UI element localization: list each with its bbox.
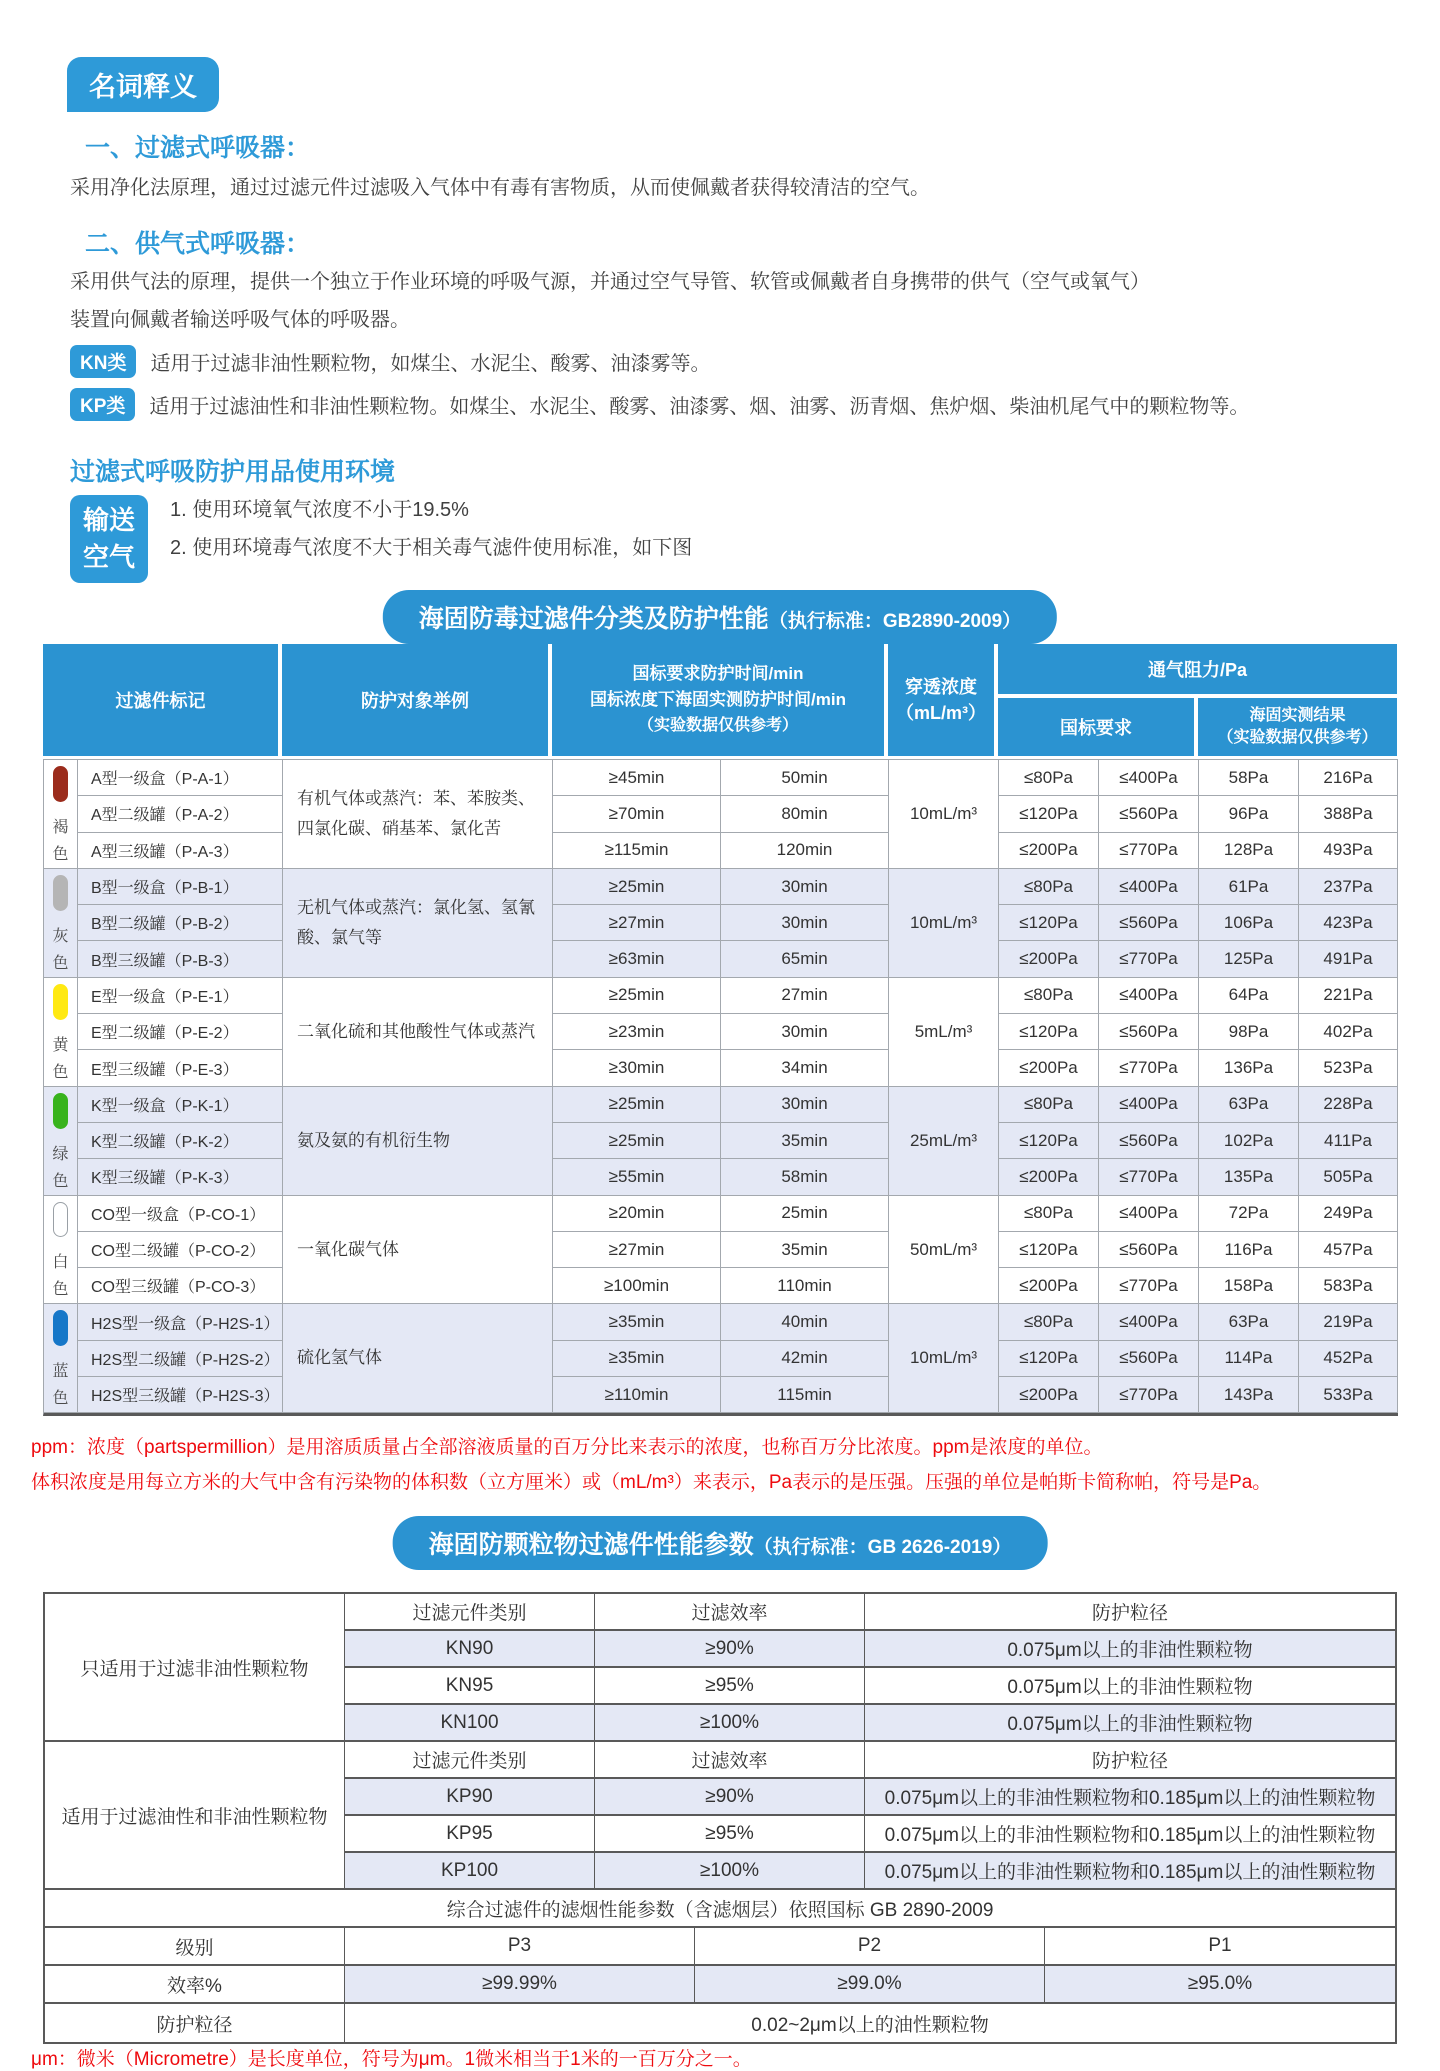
- air-supply-badge: [70, 495, 148, 583]
- measured-resistance-cell: 216Pa: [1299, 760, 1398, 796]
- measured-resistance-cell: 158Pa: [1199, 1268, 1299, 1304]
- protect-object-cell: 硫化氢气体: [283, 1304, 553, 1413]
- particle-filter-table-lower: [45, 1890, 1395, 2042]
- color-marker-cell: [44, 760, 78, 869]
- gb-resistance-cell: ≤120Pa: [999, 796, 1099, 832]
- color-capsule-icon: [53, 1093, 68, 1129]
- measured-resistance-cell: 128Pa: [1199, 833, 1299, 869]
- measured-resistance-cell: 237Pa: [1299, 869, 1398, 905]
- gb-resistance-cell: ≤770Pa: [1099, 1268, 1199, 1304]
- measured-resistance-cell: 583Pa: [1299, 1268, 1398, 1304]
- measured-time-cell: 120min: [721, 833, 889, 869]
- efficiency-label-cell: 效率%: [45, 1966, 345, 2004]
- efficiency-value-cell: ≥95.0%: [1045, 1966, 1395, 2004]
- measured-resistance-cell: 63Pa: [1199, 1087, 1299, 1123]
- gb-time-cell: ≥55min: [553, 1159, 721, 1195]
- measured-time-cell: 30min: [721, 1014, 889, 1050]
- environment-block: [70, 495, 692, 583]
- kn-class-desc: 适用于过滤非油性颗粒物，如煤尘、水泥尘、酸雾、油漆雾等。: [150, 353, 711, 375]
- gb-resistance-cell: ≤80Pa: [999, 978, 1099, 1014]
- environment-section-title: 过滤式呼吸防护用品使用环境: [70, 458, 396, 486]
- measured-resistance-cell: 457Pa: [1299, 1232, 1398, 1268]
- filter-mark-cell: A型三级罐（P-A-3）: [78, 833, 283, 869]
- efficiency-cell: ≥100%: [595, 1853, 865, 1890]
- gb-resistance-cell: ≤560Pa: [1099, 1123, 1199, 1159]
- table2-title-suffix: （执行标准：GB 2626-2019）: [753, 1537, 1012, 1558]
- particle-size-cell: 0.075μm以上的非油性颗粒物和0.185μm以上的油性颗粒物: [865, 1779, 1395, 1816]
- measured-resistance-cell: 136Pa: [1199, 1050, 1299, 1086]
- gb-resistance-cell: ≤200Pa: [999, 1268, 1099, 1304]
- filter-mark-cell: H2S型一级盒（P-H2S-1）: [78, 1304, 283, 1340]
- filter-mark-cell: CO型二级罐（P-CO-2）: [78, 1232, 283, 1268]
- protect-object-cell: 无机气体或蒸汽：氯化氢、氢氰酸、氯气等: [283, 869, 553, 978]
- color-name-char: 蓝: [52, 1363, 69, 1381]
- header-measured-line-1: 海固实测结果: [1249, 707, 1346, 724]
- section-2-body-line-1: 采用供气法的原理，提供一个独立于作业环境的呼吸气源，并通过空气导管、软管或佩戴者自身携带的供气（空气或氧气）: [70, 271, 1150, 293]
- gb-resistance-cell: ≤200Pa: [999, 1159, 1099, 1195]
- gb-time-cell: ≥45min: [553, 760, 721, 796]
- color-marker-cell: [44, 1087, 78, 1196]
- gb-resistance-cell: ≤770Pa: [1099, 941, 1199, 977]
- environment-item-1: 1. 使用环境氧气浓度不小于19.5%: [170, 499, 469, 521]
- measured-resistance-cell: 116Pa: [1199, 1232, 1299, 1268]
- measured-time-cell: 30min: [721, 1087, 889, 1123]
- measured-resistance-cell: 102Pa: [1199, 1123, 1299, 1159]
- measured-resistance-cell: 125Pa: [1199, 941, 1299, 977]
- table1-title-suffix: （执行标准：GB2890-2009）: [768, 611, 1022, 632]
- protect-object-cell: 二氧化硫和其他酸性气体或蒸汽: [283, 978, 553, 1087]
- color-name-char: 黄: [52, 1036, 69, 1054]
- measured-resistance-cell: 98Pa: [1199, 1014, 1299, 1050]
- color-capsule-icon: [53, 875, 68, 911]
- measured-resistance-cell: 72Pa: [1199, 1196, 1299, 1232]
- gb-resistance-cell: ≤770Pa: [1099, 1159, 1199, 1195]
- gb-resistance-cell: ≤400Pa: [1099, 1196, 1199, 1232]
- measured-resistance-cell: 61Pa: [1199, 869, 1299, 905]
- filter-type-cell: KP90: [345, 1779, 595, 1816]
- measured-time-cell: 30min: [721, 869, 889, 905]
- gb-time-cell: ≥25min: [553, 978, 721, 1014]
- penetration-concentration-cell: 50mL/m³: [889, 1196, 999, 1305]
- penetration-concentration-cell: 5mL/m³: [889, 978, 999, 1087]
- efficiency-cell: ≥100%: [595, 1705, 865, 1742]
- terminology-badge: 名词释义: [67, 57, 219, 112]
- color-name-char: 色: [52, 954, 69, 972]
- measured-resistance-cell: 58Pa: [1199, 760, 1299, 796]
- color-name-char: 白: [52, 1254, 69, 1272]
- header-protect-size: 防护粒径: [865, 1742, 1395, 1779]
- measured-resistance-cell: 423Pa: [1299, 905, 1398, 941]
- environment-item-2: 2. 使用环境毒气浓度不大于相关毒气滤件使用标准，如下图: [170, 537, 693, 559]
- measured-resistance-cell: 533Pa: [1299, 1377, 1398, 1413]
- grade-label-cell: 级别: [45, 1928, 345, 1966]
- particle-size-label-cell: 防护粒径: [45, 2004, 345, 2042]
- gb-time-cell: ≥35min: [553, 1341, 721, 1377]
- measured-time-cell: 42min: [721, 1341, 889, 1377]
- filter-type-cell: KN100: [345, 1705, 595, 1742]
- color-marker-cell: [44, 1196, 78, 1305]
- grade-value-cell: P3: [345, 1928, 695, 1966]
- gb-time-cell: ≥110min: [553, 1377, 721, 1413]
- ppm-note-line-2: 体积浓度是用每立方米的大气中含有污染物的体积数（立方厘米）或（mL/m³）来表示，Pa表示的是压强。压强的单位是帕斯卡简称帕，符号是Pa。: [31, 1472, 1272, 1493]
- header-filter-type: 过滤元件类别: [345, 1742, 595, 1779]
- filter-mark-cell: H2S型二级罐（P-H2S-2）: [78, 1341, 283, 1377]
- filter-mark-cell: A型一级盒（P-A-1）: [78, 760, 283, 796]
- gb-resistance-cell: ≤200Pa: [999, 1377, 1099, 1413]
- filter-mark-cell: K型一级盒（P-K-1）: [78, 1087, 283, 1123]
- filter-type-cell: KN90: [345, 1631, 595, 1668]
- gb-time-cell: ≥25min: [553, 1123, 721, 1159]
- gb-time-cell: ≥30min: [553, 1050, 721, 1086]
- header-filter-mark: 过滤件标记: [43, 644, 278, 756]
- measured-resistance-cell: 96Pa: [1199, 796, 1299, 832]
- category-cell: 适用于过滤油性和非油性颗粒物: [45, 1742, 345, 1890]
- measured-resistance-cell: 64Pa: [1199, 978, 1299, 1014]
- grade-value-cell: P2: [695, 1928, 1045, 1966]
- gb-time-cell: ≥27min: [553, 905, 721, 941]
- header-time-line-2: 国标浓度下海固实测防护时间/min: [590, 690, 846, 709]
- protect-object-cell: 一氧化碳气体: [283, 1196, 553, 1305]
- gb-resistance-cell: ≤120Pa: [999, 1341, 1099, 1377]
- gb-resistance-cell: ≤770Pa: [1099, 1377, 1199, 1413]
- color-name-char: 色: [52, 1172, 69, 1190]
- gb-resistance-cell: ≤200Pa: [999, 833, 1099, 869]
- color-name-char: 褐: [52, 818, 69, 836]
- header-air-resistance-group: [998, 644, 1397, 756]
- gb-resistance-cell: ≤200Pa: [999, 941, 1099, 977]
- kp-class-desc: 适用于过滤油性和非油性颗粒物。如煤尘、水泥尘、酸雾、油漆雾、烟、油雾、沥青烟、焦炉烟、柴油机尾气中的颗粒物等。: [149, 396, 1250, 418]
- filter-mark-cell: K型二级罐（P-K-2）: [78, 1123, 283, 1159]
- filter-mark-cell: B型二级罐（P-B-2）: [78, 905, 283, 941]
- header-air-resistance-sub: [998, 698, 1397, 756]
- header-protect-size: 防护粒径: [865, 1594, 1395, 1631]
- color-capsule-icon: [53, 1310, 68, 1346]
- measured-resistance-cell: 493Pa: [1299, 833, 1398, 869]
- measured-resistance-cell: 63Pa: [1199, 1304, 1299, 1340]
- section-1-title: 一、过滤式呼吸器：: [85, 134, 311, 162]
- measured-resistance-cell: 228Pa: [1299, 1087, 1398, 1123]
- measured-resistance-cell: 106Pa: [1199, 905, 1299, 941]
- measured-time-cell: 25min: [721, 1196, 889, 1232]
- gas-filter-table: [43, 644, 1398, 1416]
- color-capsule-icon: [53, 984, 68, 1020]
- measured-time-cell: 40min: [721, 1304, 889, 1340]
- measured-resistance-cell: 249Pa: [1299, 1196, 1398, 1232]
- filter-type-cell: KN95: [345, 1668, 595, 1705]
- filter-mark-cell: A型二级罐（P-A-2）: [78, 796, 283, 832]
- filter-mark-cell: E型一级盒（P-E-1）: [78, 978, 283, 1014]
- filter-type-cell: KP100: [345, 1853, 595, 1890]
- gb-resistance-cell: ≤80Pa: [999, 1304, 1099, 1340]
- color-name-char: 绿: [52, 1145, 69, 1163]
- kp-class-row: [70, 388, 1249, 421]
- table1-title-pill: [383, 590, 1057, 644]
- gb-resistance-cell: ≤400Pa: [1099, 869, 1199, 905]
- um-note-line-1: μm：微米（Micrometre）是长度单位，符号为μm。1微米相当于1米的一百万分之一。: [31, 2049, 752, 2070]
- header-time-line-3: （实验数据仅供参考）: [637, 717, 798, 734]
- gb-time-cell: ≥63min: [553, 941, 721, 977]
- measured-resistance-cell: 114Pa: [1199, 1341, 1299, 1377]
- measured-resistance-cell: 143Pa: [1199, 1377, 1299, 1413]
- gb-resistance-cell: ≤80Pa: [999, 869, 1099, 905]
- measured-time-cell: 30min: [721, 905, 889, 941]
- efficiency-value-cell: ≥99.0%: [695, 1966, 1045, 2004]
- color-capsule-icon: [53, 1202, 68, 1238]
- measured-time-cell: 50min: [721, 760, 889, 796]
- color-name-char: 色: [52, 1063, 69, 1081]
- table2-title-pill: [393, 1516, 1048, 1570]
- measured-time-cell: 35min: [721, 1123, 889, 1159]
- gas-filter-table-header: [43, 644, 1398, 756]
- gas-filter-table-body: [43, 759, 1398, 1416]
- filter-mark-cell: K型三级罐（P-K-3）: [78, 1159, 283, 1195]
- gb-time-cell: ≥27min: [553, 1232, 721, 1268]
- efficiency-cell: ≥95%: [595, 1816, 865, 1853]
- efficiency-cell: ≥90%: [595, 1779, 865, 1816]
- gb-resistance-cell: ≤400Pa: [1099, 1087, 1199, 1123]
- section-2-body: [70, 263, 1150, 339]
- gb-resistance-cell: ≤400Pa: [1099, 978, 1199, 1014]
- measured-time-cell: 65min: [721, 941, 889, 977]
- table1-title: 海固防毒过滤件分类及防护性能: [418, 605, 769, 633]
- measured-time-cell: 58min: [721, 1159, 889, 1195]
- header-penetration-concentration: [888, 644, 994, 756]
- measured-time-cell: 35min: [721, 1232, 889, 1268]
- ppm-note-line-1: ppm：浓度（partspermillion）是用溶质质量占全部溶液质量的百万分比来表示的浓度，也称百万分比浓度。ppm是浓度的单位。: [31, 1437, 1103, 1458]
- header-gb-requirement: 国标要求: [998, 698, 1194, 756]
- measured-resistance-cell: 402Pa: [1299, 1014, 1398, 1050]
- measured-time-cell: 80min: [721, 796, 889, 832]
- gb-time-cell: ≥20min: [553, 1196, 721, 1232]
- measured-resistance-cell: 523Pa: [1299, 1050, 1398, 1086]
- gb-resistance-cell: ≤560Pa: [1099, 1014, 1199, 1050]
- header-filter-efficiency: 过滤效率: [595, 1742, 865, 1779]
- filter-mark-cell: H2S型三级罐（P-H2S-3）: [78, 1377, 283, 1413]
- kp-class-badge: KP类: [70, 388, 135, 421]
- measured-resistance-cell: 135Pa: [1199, 1159, 1299, 1195]
- filter-mark-cell: CO型三级罐（P-CO-3）: [78, 1268, 283, 1304]
- gb-resistance-cell: ≤200Pa: [999, 1050, 1099, 1086]
- gb-resistance-cell: ≤400Pa: [1099, 1304, 1199, 1340]
- penetration-concentration-cell: 10mL/m³: [889, 760, 999, 869]
- gb-time-cell: ≥115min: [553, 833, 721, 869]
- um-note: [31, 2044, 752, 2071]
- filter-mark-cell: E型二级罐（P-E-2）: [78, 1014, 283, 1050]
- gb-resistance-cell: ≤560Pa: [1099, 1232, 1199, 1268]
- header-filter-type: 过滤元件类别: [345, 1594, 595, 1631]
- header-protect-object: 防护对象举例: [282, 644, 548, 756]
- section-2-body-line-2: 装置向佩戴者输送呼吸气体的呼吸器。: [70, 309, 410, 331]
- color-marker-cell: [44, 1304, 78, 1413]
- measured-time-cell: 115min: [721, 1377, 889, 1413]
- gb-time-cell: ≥25min: [553, 1087, 721, 1123]
- section-2-title: 二、供气式呼吸器：: [85, 230, 311, 258]
- gb-resistance-cell: ≤560Pa: [1099, 796, 1199, 832]
- particle-size-cell: 0.075μm以上的非油性颗粒物和0.185μm以上的油性颗粒物: [865, 1816, 1395, 1853]
- header-filter-efficiency: 过滤效率: [595, 1594, 865, 1631]
- measured-resistance-cell: 491Pa: [1299, 941, 1398, 977]
- measured-time-cell: 110min: [721, 1268, 889, 1304]
- efficiency-value-cell: ≥99.99%: [345, 1966, 695, 2004]
- grade-value-cell: P1: [1045, 1928, 1395, 1966]
- color-name-char: 色: [52, 845, 69, 863]
- table2-title: 海固防颗粒物过滤件性能参数: [428, 1531, 754, 1559]
- gb-resistance-cell: ≤560Pa: [1099, 905, 1199, 941]
- particle-size-value-cell: 0.02~2μm以上的油性颗粒物: [345, 2004, 1395, 2042]
- gb-time-cell: ≥25min: [553, 869, 721, 905]
- color-capsule-icon: [53, 766, 68, 802]
- gb-resistance-cell: ≤120Pa: [999, 1232, 1099, 1268]
- environment-items: [170, 495, 692, 583]
- category-cell: 只适用于过滤非油性颗粒物: [45, 1594, 345, 1742]
- particle-size-cell: 0.075μm以上的非油性颗粒物: [865, 1631, 1395, 1668]
- particle-size-cell: 0.075μm以上的非油性颗粒物: [865, 1668, 1395, 1705]
- air-supply-badge-line-2: 空气: [82, 542, 135, 572]
- measured-resistance-cell: 219Pa: [1299, 1304, 1398, 1340]
- gb-resistance-cell: ≤770Pa: [1099, 833, 1199, 869]
- measured-resistance-cell: 221Pa: [1299, 978, 1398, 1014]
- filter-mark-cell: E型三级罐（P-E-3）: [78, 1050, 283, 1086]
- kn-class-row: [70, 345, 710, 378]
- gb-resistance-cell: ≤120Pa: [999, 1123, 1099, 1159]
- particle-filter-table: [43, 1592, 1397, 2044]
- gb-time-cell: ≥100min: [553, 1268, 721, 1304]
- measured-resistance-cell: 411Pa: [1299, 1123, 1398, 1159]
- measured-resistance-cell: 505Pa: [1299, 1159, 1398, 1195]
- header-conc-line-2: （mL/m³）: [896, 703, 986, 723]
- color-marker-cell: [44, 978, 78, 1087]
- gb-resistance-cell: ≤120Pa: [999, 905, 1099, 941]
- measured-time-cell: 27min: [721, 978, 889, 1014]
- penetration-concentration-cell: 10mL/m³: [889, 1304, 999, 1413]
- measured-resistance-cell: 388Pa: [1299, 796, 1398, 832]
- penetration-concentration-cell: 25mL/m³: [889, 1087, 999, 1196]
- measured-time-cell: 34min: [721, 1050, 889, 1086]
- filter-mark-cell: CO型一级盒（P-CO-1）: [78, 1196, 283, 1232]
- protect-object-cell: 氨及氨的有机衍生物: [283, 1087, 553, 1196]
- gb-time-cell: ≥70min: [553, 796, 721, 832]
- color-name-char: 色: [52, 1390, 69, 1408]
- efficiency-cell: ≥95%: [595, 1668, 865, 1705]
- ppm-note: [31, 1430, 1271, 1500]
- header-time-line-1: 国标要求防护时间/min: [632, 664, 804, 683]
- measured-resistance-cell: 452Pa: [1299, 1341, 1398, 1377]
- efficiency-cell: ≥90%: [595, 1631, 865, 1668]
- air-supply-badge-line-1: 输送: [82, 505, 135, 535]
- color-name-char: 灰: [52, 927, 69, 945]
- kn-class-badge: KN类: [70, 345, 136, 378]
- particle-size-cell: 0.075μm以上的非油性颗粒物和0.185μm以上的油性颗粒物: [865, 1853, 1395, 1890]
- gb-resistance-cell: ≤80Pa: [999, 1087, 1099, 1123]
- color-marker-cell: [44, 869, 78, 978]
- combined-note-cell: 综合过滤件的滤烟性能参数（含滤烟层）依照国标 GB 2890-2009: [45, 1890, 1395, 1928]
- gb-time-cell: ≥23min: [553, 1014, 721, 1050]
- protect-object-cell: 有机气体或蒸汽：苯、苯胺类、四氯化碳、硝基苯、氯化苦: [283, 760, 553, 869]
- particle-filter-table-upper: [45, 1594, 1395, 1890]
- gb-resistance-cell: ≤80Pa: [999, 760, 1099, 796]
- header-measured-line-2: （实验数据仅供参考）: [1217, 729, 1378, 746]
- gb-resistance-cell: ≤560Pa: [1099, 1341, 1199, 1377]
- color-name-char: 色: [52, 1281, 69, 1299]
- gb-resistance-cell: ≤80Pa: [999, 1196, 1099, 1232]
- penetration-concentration-cell: 10mL/m³: [889, 869, 999, 978]
- particle-size-cell: 0.075μm以上的非油性颗粒物: [865, 1705, 1395, 1742]
- filter-type-cell: KP95: [345, 1816, 595, 1853]
- gb-resistance-cell: ≤770Pa: [1099, 1050, 1199, 1086]
- gb-time-cell: ≥35min: [553, 1304, 721, 1340]
- gb-resistance-cell: ≤120Pa: [999, 1014, 1099, 1050]
- header-measured-result: [1198, 698, 1397, 756]
- header-protection-time: [552, 644, 884, 756]
- filter-mark-cell: B型一级盒（P-B-1）: [78, 869, 283, 905]
- header-conc-line-1: 穿透浓度: [905, 677, 977, 697]
- section-1-body: 采用净化法原理，通过过滤元件过滤吸入气体中有毒有害物质，从而使佩戴者获得较清洁的空气。: [70, 177, 930, 199]
- filter-mark-cell: B型三级罐（P-B-3）: [78, 941, 283, 977]
- gb-resistance-cell: ≤400Pa: [1099, 760, 1199, 796]
- header-air-resistance: 通气阻力/Pa: [998, 644, 1397, 694]
